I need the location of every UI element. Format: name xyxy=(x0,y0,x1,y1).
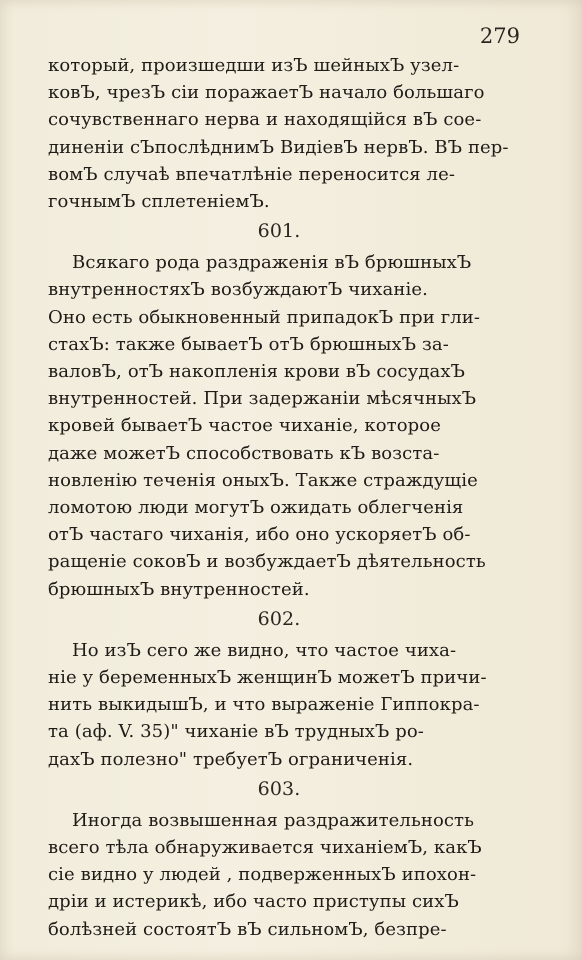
section-number-601: 601. xyxy=(257,220,301,243)
text-line: ковЪ, чрезЪ сіи поражаетЪ начало большаго xyxy=(48,82,485,104)
text-line: внутренностяхЪ возбуждаютЪ чиханіе. xyxy=(48,279,428,301)
text-line: ломотою люди могутЪ ожидать облегченія xyxy=(48,497,464,519)
text-line: Всякаго рода раздраженія вЪ брюшныхЪ xyxy=(72,252,472,274)
section-number-603: 603. xyxy=(257,777,301,800)
paragraph-603 xyxy=(48,807,510,943)
page-text xyxy=(48,52,510,945)
text-line: Оно есть обыкновенный припадокЪ при гли- xyxy=(48,306,481,328)
text-line: валовЪ, отЪ накопленія крови вЪ сосудахЪ xyxy=(48,361,466,383)
text-line: дріи и истерикѣ, ибо часто приступы сихЪ xyxy=(48,891,459,913)
text-line: ніе у беременныхЪ женщинЪ можетЪ причи- xyxy=(48,667,487,689)
paragraph-602 xyxy=(48,637,510,773)
text-line: отЪ частаго чиханія, ибо оно ускоряетЪ об- xyxy=(48,524,471,546)
text-line: новленію теченія оныхЪ. Также страждущіе xyxy=(48,469,478,491)
page-number: 279 xyxy=(479,24,520,48)
text-line: кровей бываетЪ частое чиханіе, которое xyxy=(48,415,441,437)
section-number-602: 602. xyxy=(257,607,301,630)
text-line: дахЪ полезно" требуетЪ ограниченія. xyxy=(48,748,414,770)
text-line: Иногда возвышенная раздражительность xyxy=(72,809,475,831)
paragraph-601 xyxy=(48,249,510,603)
text-line: болѣзней состоятЪ вЪ сильномЪ, безпре- xyxy=(48,918,447,940)
text-line: Но изЪ сего же видно, что частое чиха- xyxy=(72,639,457,661)
text-line: ращеніе соковЪ и возбуждаетЪ дѣятельность xyxy=(48,551,486,573)
paragraph-continued xyxy=(48,52,510,215)
text-line: всего тѣла обнаруживается чиханіемЪ, какЪ xyxy=(48,837,482,859)
text-line: нить выкидышЪ, и что выраженіе Гиппокра- xyxy=(48,694,480,716)
text-line: внутренностей. При задержаніи мѣсячныхЪ xyxy=(48,388,477,410)
text-line: стахЪ: также бываетЪ отЪ брюшныхЪ за- xyxy=(48,333,449,355)
text-line: диненіи сЪпослѣднимЪ ВидіевЪ нервЪ. ВЪ пер- xyxy=(48,136,509,158)
text-line: даже можетЪ способствовать кЪ возста- xyxy=(48,442,440,464)
text-line: та (аф. V. 35)" чиханіе вЪ трудныхЪ ро- xyxy=(48,721,424,743)
text-line: сочувственнаго нерва и находящійся вЪ сое- xyxy=(48,109,482,131)
text-line: сіе видно у людей , подверженныхЪ ипохон- xyxy=(48,864,477,886)
text-line: который, произшедши изЪ шейныхЪ узел- xyxy=(48,55,460,76)
text-line: вомЪ случаѣ впечатлѣніе переносится ле- xyxy=(48,163,456,185)
text-line: гочнымЪ сплетеніемЪ. xyxy=(48,191,270,213)
text-line: брюшныхЪ внутренностей. xyxy=(48,578,310,600)
